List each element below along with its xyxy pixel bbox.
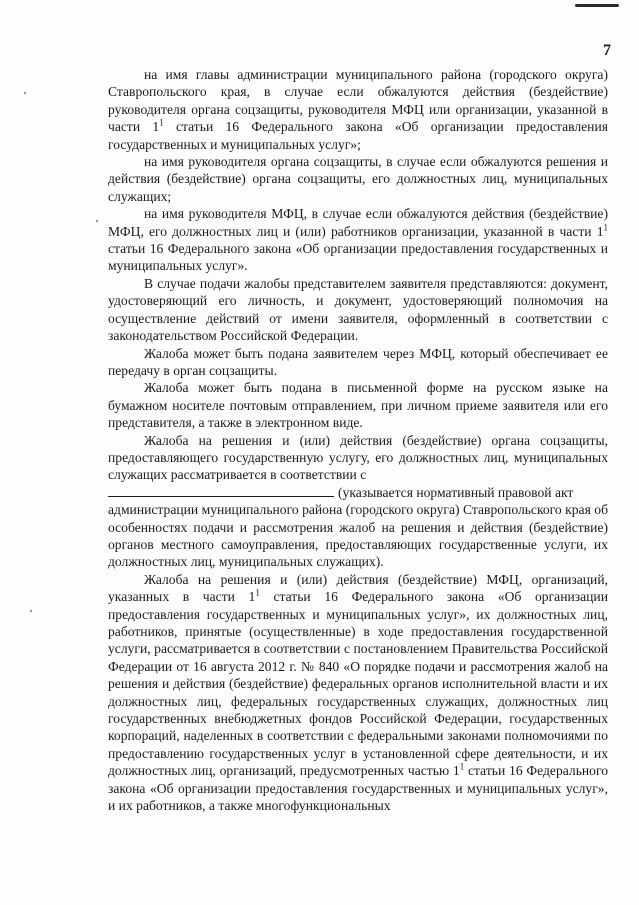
paragraph-mfc-complaint-review: Жалоба на решения и (или) действия (бездействие) МФЦ, организаций, указанных в части $1^1$ статьи 16 Федерального закона «Об организации предоставления государственных и муниципальных услуг», их должностных лиц, работников, принятые (осуществленные) в ходе предоставления государственной услуги, рассматривается в соответствии с постановлением Правительства Российской Федерации от 16 августа 2012 г. № 840 «О порядке подачи и рассмотрения жалоб на решения и действия (бездействие) федеральных органов исполнительной власти и их должностных лиц, федеральных государственных служащих, должностных лиц государственных внебюджетных фондов Российской Федерации, государственных корпораций, наделенных в соответствии с федеральными законами полномочиями по предоставлению государственных услуг в установленной сфере деятельности, и их должностных лиц, организаций, предусмотренных частью $1^1$ статьи 16 Федерального закона «Об организации предоставления государственных и муниципальных услуг», и их работников, а также многофункциональных <box>108 571 609 814</box>
paragraph-submission-via-mfc: Жалоба может быть подана заявителем через МФЦ, который обеспечивает ее передачу в орган соцзащиты. <box>108 345 608 378</box>
page-number: 7 <box>603 42 611 59</box>
scan-speck <box>30 610 32 612</box>
paragraph-representative-documents: В случае подачи жалобы представителем заявителя представляются: документ, удостоверяющий его личность, и документ, удостоверяющий полномочия на осуществление действий от имени заявителя, оформленный в соответствии с законодательством Российской Федерации. <box>108 275 608 344</box>
scan-speck <box>24 92 26 94</box>
paragraph-appeal-head-of-administration: на имя главы администрации муниципального района (городского округа) Ставропольского края, в случае если обжалуются действия (бездействие) руководителя органа соцзащиты, руководителя МФЦ или организации, указанной в части $1^1$ статьи 16 Федерального закона «Об организации предоставления государственных и муниципальных услуг»; <box>108 67 608 152</box>
paragraph-submission-form: Жалоба может быть подана в письменной форме на русском языке на бумажном носителе почтовым отправлением, при личном приеме заявителя или его представителя, а также в электронном виде. <box>108 380 608 431</box>
document-body <box>108 66 608 814</box>
fill-in-blank <box>108 484 334 497</box>
blank-note: (указывается нормативный правовой акт <box>338 484 574 500</box>
scan-speck <box>96 220 98 222</box>
paragraph-appeal-head-of-mfc: на имя руководителя МФЦ, в случае если обжалуются действия (бездействие) МФЦ, его должностных лиц и (или) работников организации, указанной в части $1^1$ статьи 16 Федерального закона «Об организации предоставления государственных и муниципальных услуг». <box>108 206 608 274</box>
scan-artifact-line <box>575 4 619 7</box>
paragraph-complaint-review-end: администрации муниципального района (городского округа) Ставропольского края об особенностях подачи и рассмотрения жалоб на решения и действия (бездействие) органов местного самоуправления, предоставляющих государственные услуги, их должностных лиц, муниципальных служащих). <box>108 502 608 570</box>
paragraph-complaint-review-start: Жалоба на решения и (или) действия (бездействие) органа соцзащиты, предоставляющего государственную услугу, его должностных лиц, муниципальных служащих рассматривается в соответствии с <box>108 432 608 483</box>
paragraph-complaint-review-blank <box>108 484 608 501</box>
paragraph-appeal-head-of-social-protection: на имя руководителя органа соцзащиты, в случае если обжалуются решения и действия (бездействие) органа соцзащиты, его должностных лиц, муниципальных служащих; <box>108 154 608 204</box>
